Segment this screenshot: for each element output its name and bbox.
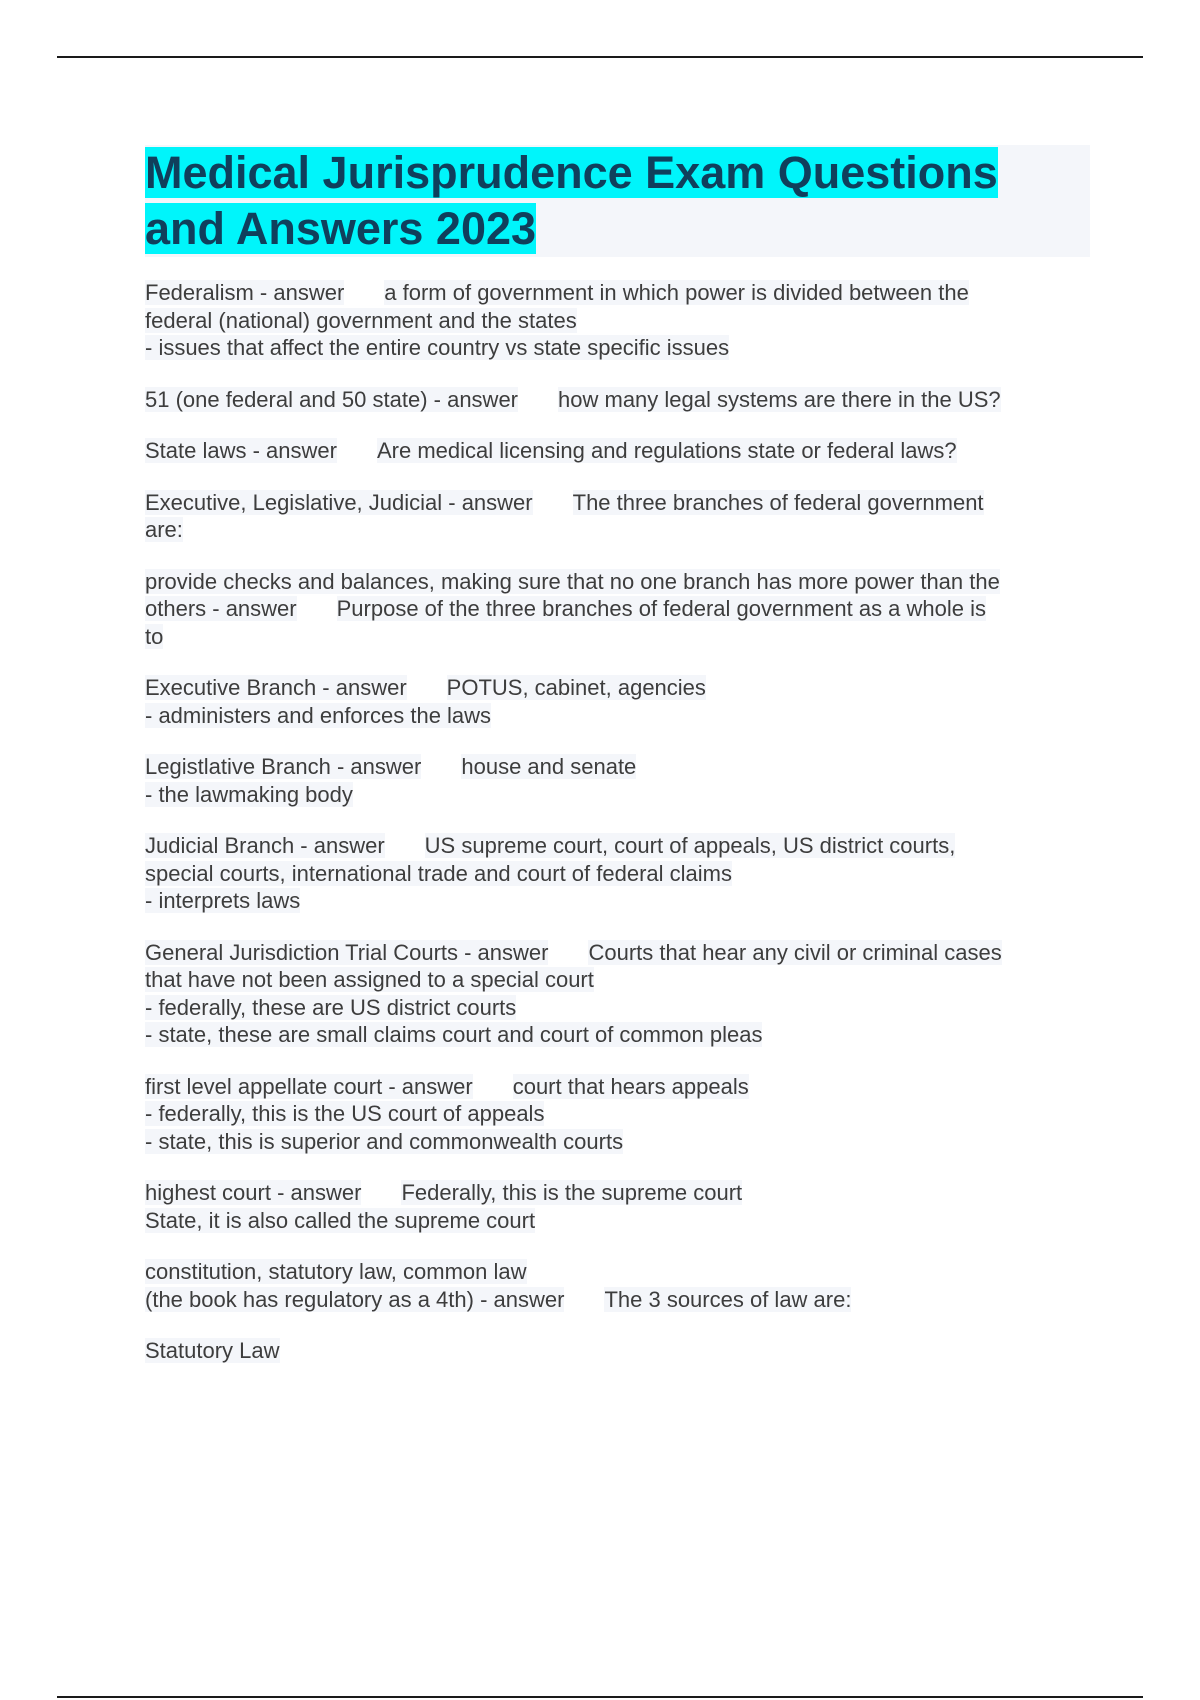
- qa-entry: [145, 1073, 1090, 1156]
- qa-line: [145, 516, 1090, 544]
- bottom-rule: [57, 1696, 1143, 1698]
- qa-entry: [145, 279, 1090, 362]
- qa-question-text: US supreme court, court of appeals, US district courts,: [424, 833, 956, 858]
- title-line-2: and Answers 2023: [145, 203, 537, 254]
- qa-line: [145, 966, 1090, 994]
- qa-question-text: POTUS, cabinet, agencies: [446, 675, 706, 700]
- qa-text: Statutory Law: [145, 1338, 280, 1363]
- qa-text: Executive, Legislative, Judicial - answer: [145, 489, 533, 515]
- qa-entry: [145, 568, 1090, 651]
- qa-entry: [145, 674, 1090, 729]
- qa-text: - federally, these are US district courts: [145, 994, 517, 1020]
- qa-line: [145, 307, 1090, 335]
- qa-text: - administers and enforces the laws: [145, 702, 492, 728]
- qa-entry: [145, 489, 1090, 544]
- qa-text: State, it is also called the supreme court: [145, 1207, 536, 1233]
- qa-text: constitution, statutory law, common law: [145, 1259, 527, 1284]
- qa-entry: [145, 753, 1090, 808]
- qa-line: [145, 334, 1090, 362]
- qa-entry: [145, 437, 1090, 465]
- qa-text: special courts, international trade and court of federal claims: [145, 860, 732, 886]
- qa-text: provide checks and balances, making sure that no one branch has more power than the: [145, 568, 1000, 594]
- qa-question-text: Federally, this is the supreme court: [401, 1180, 743, 1205]
- qa-line: [145, 1073, 1090, 1101]
- qa-text: - interprets laws: [145, 888, 301, 913]
- qa-line: [145, 1128, 1090, 1156]
- qa-question-text: court that hears appeals: [512, 1073, 749, 1099]
- qa-line: [145, 1286, 1090, 1314]
- qa-line: [145, 437, 1090, 465]
- qa-line: [145, 489, 1090, 517]
- qa-line: [145, 887, 1090, 915]
- qa-question-text: how many legal systems are there in the US?: [558, 386, 1001, 412]
- qa-line: [145, 279, 1090, 307]
- page-content: [145, 145, 1090, 1389]
- qa-list: [145, 279, 1090, 1365]
- qa-line: [145, 568, 1090, 596]
- qa-line: [145, 781, 1090, 809]
- qa-text: are:: [145, 517, 183, 542]
- qa-line: [145, 623, 1090, 651]
- qa-text: General Jurisdiction Trial Courts - answer: [145, 939, 549, 965]
- qa-line: [145, 753, 1090, 781]
- qa-line: [145, 1207, 1090, 1235]
- qa-text: - state, this is superior and commonwealth courts: [145, 1128, 624, 1154]
- qa-question-text: Courts that hear any civil or criminal cases: [588, 939, 1002, 965]
- qa-question-text: The three branches of federal government: [572, 489, 984, 515]
- qa-question-text: Purpose of the three branches of federal government as a whole is: [336, 596, 987, 621]
- qa-entry: [145, 1337, 1090, 1365]
- qa-text: Legistlative Branch - answer: [145, 754, 422, 779]
- qa-line: [145, 1021, 1090, 1049]
- qa-line: [145, 702, 1090, 730]
- qa-entry: [145, 832, 1090, 915]
- qa-line: [145, 939, 1090, 967]
- qa-text: Judicial Branch - answer: [145, 833, 385, 858]
- top-rule: [57, 56, 1143, 58]
- qa-line: [145, 386, 1090, 414]
- qa-text: highest court - answer: [145, 1180, 362, 1205]
- qa-text: - federally, this is the US court of appeals: [145, 1101, 545, 1126]
- qa-line: [145, 1100, 1090, 1128]
- qa-text: - the lawmaking body: [145, 781, 353, 807]
- qa-question-text: Are medical licensing and regulations state or federal laws?: [376, 438, 957, 463]
- qa-text: State laws - answer: [145, 438, 337, 463]
- qa-text: 51 (one federal and 50 state) - answer: [145, 386, 519, 412]
- qa-text: Federalism - answer: [145, 280, 345, 305]
- qa-line: [145, 860, 1090, 888]
- qa-entry: [145, 386, 1090, 414]
- qa-line: [145, 595, 1090, 623]
- qa-entry: [145, 1179, 1090, 1234]
- qa-text: Executive Branch - answer: [145, 675, 407, 700]
- qa-question-text: a form of government in which power is divided between the: [384, 280, 969, 305]
- qa-line: [145, 674, 1090, 702]
- qa-text: to: [145, 623, 164, 649]
- qa-question-text: The 3 sources of law are:: [604, 1286, 852, 1312]
- qa-text: others - answer: [145, 596, 297, 621]
- qa-line: [145, 832, 1090, 860]
- qa-text: first level appellate court - answer: [145, 1073, 473, 1099]
- qa-text: federal (national) government and the states: [145, 307, 577, 333]
- title-block: [145, 145, 1090, 257]
- qa-line: [145, 1337, 1090, 1365]
- qa-line: [145, 994, 1090, 1022]
- qa-text: - issues that affect the entire country vs state specific issues: [145, 335, 730, 360]
- qa-line: [145, 1258, 1090, 1286]
- qa-text: that have not been assigned to a special court: [145, 967, 594, 992]
- page-title: [145, 145, 1090, 257]
- qa-question-text: house and senate: [461, 754, 637, 779]
- qa-entry: [145, 939, 1090, 1049]
- qa-line: [145, 1179, 1090, 1207]
- qa-text: (the book has regulatory as a 4th) - answer: [145, 1286, 565, 1312]
- qa-text: - state, these are small claims court and court of common pleas: [145, 1022, 763, 1047]
- qa-entry: [145, 1258, 1090, 1313]
- title-line-1: Medical Jurisprudence Exam Questions: [145, 147, 998, 198]
